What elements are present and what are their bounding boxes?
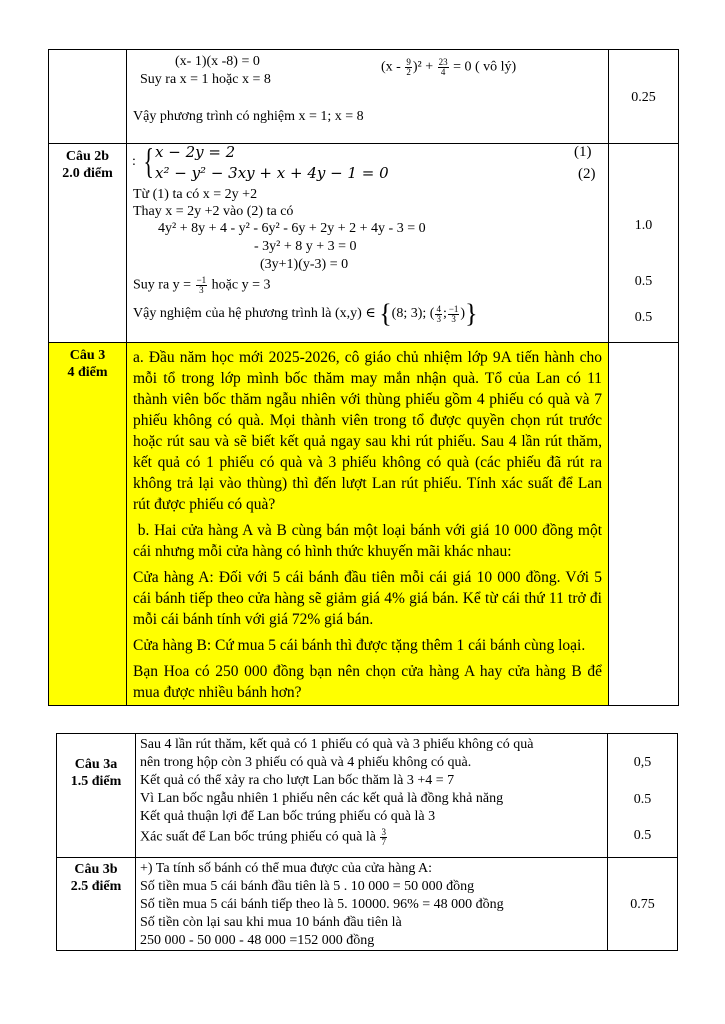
question-part-b: b. Hai cửa hàng A và B cùng bán một loại bánh với giá 10 000 đồng một cái nhưng mỗi cửa hàng có hình thức khuyến mãi khác nhau:	[133, 522, 606, 560]
content-cell	[127, 141, 609, 343]
fraction: $\frac{-1}{3}$	[196, 275, 207, 295]
answer-line: Sau 4 lần rút thăm, kết quả có 1 phiếu có quà và 3 phiếu không có quà	[140, 737, 534, 752]
question-part-a: a. Đầu năm học mới 2025-2026, cô giáo chủ nhiệm lớp 9A tiến hành cho mỗi tổ trong lớp mình bốc thăm may mắn nhận quà. Tổ của Lan có 11 thành viên bốc thăm ngẫu nhiên với thùng phiếu gồm 4 phiếu có quà và 7 phiếu không có quà. Mọi thành viên trong tổ được quyền chọn rút trước hoặc rút sau và sẽ biết kết quả ngay sau khi rút phiếu. Sau 4 lần rút thăm, kết quả có 1 phiếu có quà và 3 phiếu không có quà (các phiếu đã rút ra không trả lại vào thùng) thì đến lượt Lan rút phiếu. Tính xác suất để Lan rút được phiếu có quà?	[133, 349, 602, 513]
equation-tag-2: (2)	[578, 166, 596, 182]
answer-line: Số tiền còn lại sau khi mua 10 bánh đầu tiên là	[140, 915, 402, 930]
side-eq-suffix: = 0 ( vô lý)	[453, 59, 517, 75]
result-suffix: hoặc y = 3	[211, 277, 271, 293]
store-b-offer: Cửa hàng B: Cứ mua 5 cái bánh thì được tặng thêm 1 cái bánh cùng loại.	[133, 637, 586, 654]
content-cell	[136, 858, 608, 951]
set-open-brace: {	[379, 299, 392, 328]
table-row	[49, 343, 679, 706]
score-cell	[608, 858, 678, 951]
question-points: 2.0 điểm	[62, 166, 113, 181]
side-eq-mid: )² +	[412, 59, 434, 75]
side-eq-prefix: (x -	[381, 59, 401, 75]
score: 0.75	[630, 897, 655, 912]
system-brace: {	[143, 141, 154, 181]
fraction: $\frac{3}{7}$	[381, 827, 386, 847]
solution-line: Thay x = 2y +2 vào (2) ta có	[133, 204, 294, 219]
label-cell	[57, 858, 136, 951]
score: 0.5	[634, 310, 653, 325]
solution-line: 4y² + 8y + 4 - y² - 6y² - 6y + 2y + 2 + 4y - 3 = 0	[158, 221, 426, 236]
question-label: Câu 3b	[74, 862, 118, 877]
content-cell	[127, 50, 609, 144]
conclusion-close: )	[460, 306, 466, 322]
question-cell	[127, 343, 609, 706]
score: 0.5	[633, 792, 652, 807]
score: 0.5	[633, 828, 652, 843]
score: 0.25	[631, 90, 656, 105]
answer-line: 250 000 - 50 000 - 48 000 =152 000 đồng	[140, 933, 375, 948]
conclusion-sep: ;	[442, 306, 447, 322]
label-cell-empty	[49, 50, 127, 144]
label-cell	[49, 343, 127, 706]
answer-line: +) Ta tính số bánh có thể mua được của cửa hàng A:	[140, 861, 433, 876]
answer-table-1	[48, 49, 679, 706]
equation-tag-1: (1)	[574, 144, 592, 160]
answer-table-2	[56, 733, 678, 951]
label-cell	[49, 144, 127, 343]
answer-line: nên trong hộp còn 3 phiếu có quà và 4 phiếu không có quà.	[140, 755, 472, 770]
solution-line: (3y+1)(y-3) = 0	[260, 257, 349, 272]
label-cell	[57, 734, 136, 858]
system-equation-1: x − 2y = 2	[155, 143, 236, 161]
solution-line: - 3y² + 8 y + 3 = 0	[254, 239, 357, 254]
system-conclusion	[133, 299, 478, 328]
probability-prefix: Xác suất để Lan bốc trúng phiếu có quà là	[140, 829, 376, 845]
conclusion-line: Vậy phương trình có nghiệm x = 1; x = 8	[133, 109, 364, 124]
probability-result	[140, 828, 388, 847]
solution-result	[133, 276, 270, 295]
question-points: 2.5 điểm	[70, 879, 122, 894]
question-prompt: Bạn Hoa có 250 000 đồng bạn nên chọn cửa hàng A hay cửa hàng B để mua được nhiều bánh hơn?	[133, 663, 602, 701]
fraction: $\frac{4}{3}$	[436, 303, 441, 324]
content-cell	[136, 734, 608, 858]
table-row	[57, 858, 678, 951]
score-cell	[608, 734, 678, 858]
answer-line: Vì Lan bốc ngẫu nhiên 1 phiếu nên các kết quả là đồng khả năng	[140, 791, 504, 806]
score: 0.5	[634, 274, 653, 289]
equation-line: Suy ra x = 1 hoặc x = 8	[140, 72, 271, 87]
store-a-offer: Cửa hàng A: Đối với 5 cái bánh đầu tiên mỗi cái giá 10 000 đồng. Với 5 cái bánh tiếp theo cửa hàng sẽ giảm giá 4% giá bán. Kể từ cái thứ 11 trở đi mỗi cái bánh tính với giá 72% giá bán.	[133, 569, 602, 628]
set-close-brace: }	[465, 299, 478, 328]
question-points: 4 điểm	[67, 365, 108, 380]
score: 0,5	[633, 755, 652, 770]
system-equation-2: x² − y² − 3xy + x + 4y − 1 = 0	[155, 164, 389, 182]
question-label: Câu 3a	[74, 757, 118, 772]
score-cell-empty	[609, 343, 679, 706]
table-row	[57, 734, 678, 858]
fraction: $\frac{23}{4}$	[438, 57, 448, 77]
question-label: Câu 2b	[65, 149, 110, 164]
table-row	[49, 144, 679, 343]
question-points: 1.5 điểm	[70, 774, 122, 789]
answer-line: Kết quả có thể xảy ra cho lượt Lan bốc thăm là 3 +4 = 7	[140, 773, 455, 788]
table-row	[49, 50, 679, 144]
side-equation	[381, 58, 516, 77]
score-cell	[609, 144, 679, 343]
conclusion-set: (8; 3); (	[391, 306, 435, 322]
conclusion-prefix: Vậy nghiệm của hệ phương trình là (x,y) ∈	[133, 306, 376, 322]
fraction: $\frac{9}{2}$	[406, 57, 411, 77]
equation-line: (x- 1)(x -8) = 0	[175, 54, 260, 69]
answer-line: Kết quả thuận lợi để Lan bốc trúng phiếu có quà là 3	[140, 809, 436, 824]
score: 1.0	[634, 218, 653, 233]
solution-line: Từ (1) ta có x = 2y +2	[133, 187, 258, 202]
question-label: Câu 3	[69, 348, 106, 363]
score-cell	[609, 50, 679, 144]
system-colon: :	[132, 154, 136, 169]
answer-line: Số tiền mua 5 cái bánh tiếp theo là 5. 10000. 96% = 48 000 đồng	[140, 897, 504, 912]
answer-line: Số tiền mua 5 cái bánh đầu tiên là 5 . 10 000 = 50 000 đồng	[140, 879, 475, 894]
result-prefix: Suy ra y =	[133, 277, 192, 293]
fraction: $\frac{-1}{3}$	[448, 303, 459, 324]
